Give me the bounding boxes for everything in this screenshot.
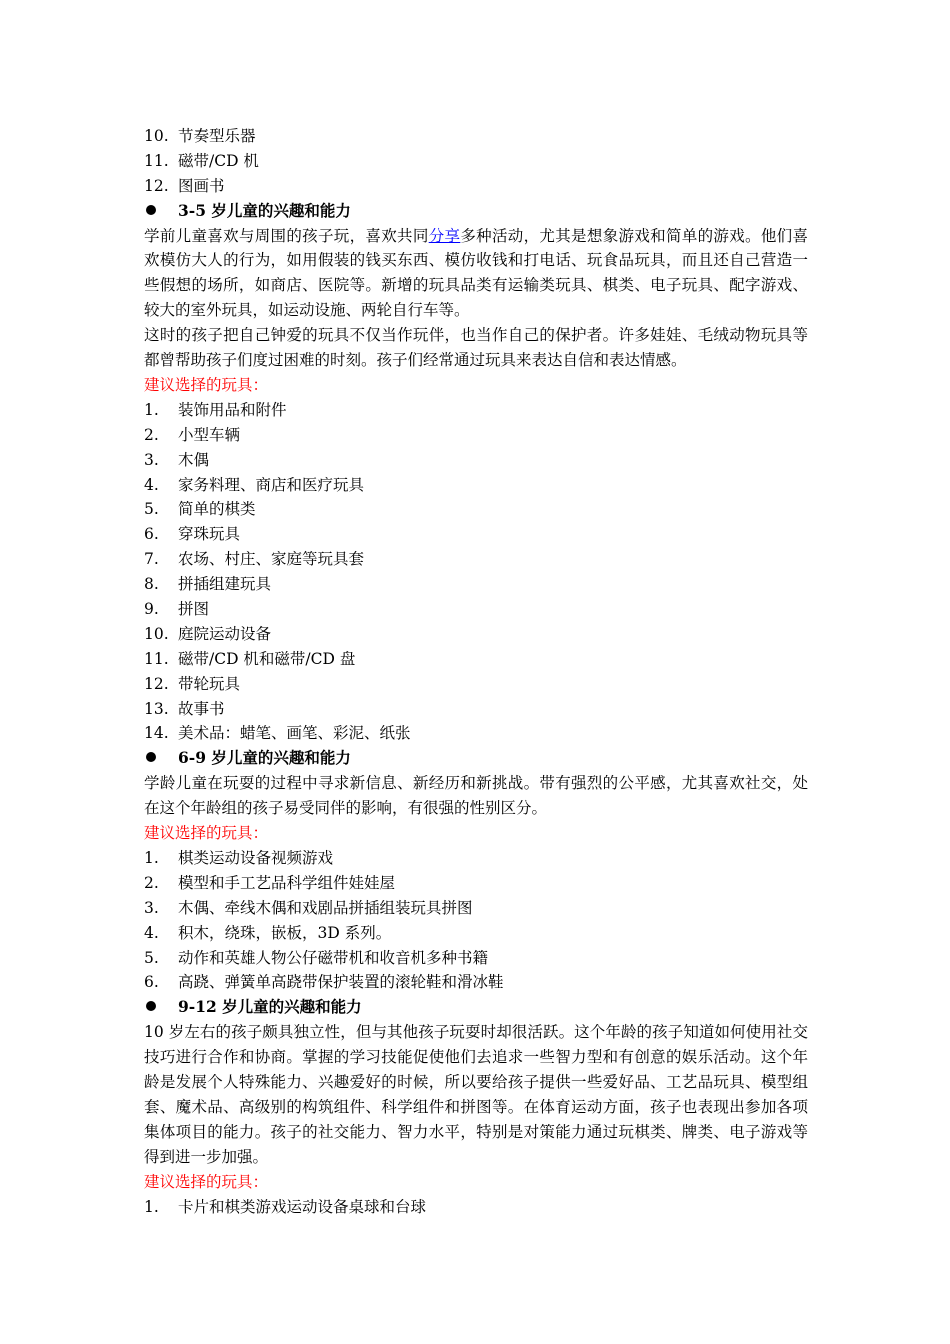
- list-item: 4. 家务料理、商店和医疗玩具: [144, 475, 365, 494]
- list-item: 3. 木偶、牵线木偶和戏剧品拼插组装玩具拼图: [144, 898, 473, 917]
- suggest-label: 建议选择的玩具：: [144, 1172, 269, 1191]
- list-item: 6. 高跷、弹簧单高跷带保护装置的滚轮鞋和滑冰鞋: [144, 973, 504, 992]
- list-item: 10. 庭院运动设备: [144, 624, 272, 643]
- section-heading-3-5: 3-5 岁儿童的兴趣和能力: [144, 199, 808, 224]
- list-item: 3. 木偶: [144, 450, 210, 469]
- bullet-icon: [146, 752, 156, 762]
- list-item: 9. 拼图: [144, 600, 210, 619]
- bullet-icon: [146, 1001, 156, 1011]
- paragraph: 10 岁左右的孩子颇具独立性，但与其他孩子玩耍时却很活跃。这个年龄的孩子知道如何使用社交技巧进行合作和协商。掌握的学习技能促使他们去追求一些智力型和有创意的娱乐活动。这个年龄是发展个人特殊能力、兴趣爱好的时候，所以要给孩子提供一些爱好品、工艺品玩具、模型组套、魔术品、高级别的构筑组件、科学组件和拼图等。在体育运动方面，孩子也表现出参加各项集体项目的能力。孩子的社交能力、智力水平，特别是对策能力通过玩棋类、牌类、电子游戏等得到进一步加强。: [144, 1023, 808, 1166]
- suggest-label: 建议选择的玩具：: [144, 376, 269, 394]
- list-item: 5. 简单的棋类: [144, 500, 256, 519]
- list-item: 12. 带轮玩具: [144, 674, 241, 693]
- document-page: [144, 124, 808, 1219]
- list-item: 8. 拼插组建玩具: [144, 575, 272, 594]
- list-item: 10. 节奏型乐器: [144, 127, 256, 145]
- list-item: 13. 故事书: [144, 699, 225, 718]
- list-item: 4. 积木，绕珠，嵌板，3D 系列。: [144, 923, 392, 942]
- list-item: 1. 棋类运动设备视频游戏: [144, 848, 334, 867]
- suggest-label: 建议选择的玩具：: [144, 824, 269, 843]
- list-item: 2. 小型车辆: [144, 425, 241, 444]
- bullet-icon: [146, 205, 156, 215]
- paragraph: 这时的孩子把自己钟爱的玩具不仅当作玩伴，也当作自己的保护者。许多娃娃、毛绒动物玩具等都曾帮助孩子们度过困难的时刻。孩子们经常通过玩具来表达自信和表达情感。: [144, 326, 808, 370]
- paragraph: 学前儿童喜欢与周围的孩子玩，喜欢共同分享多种活动，尤其是想象游戏和简单的游戏。他们喜欢模仿大人的行为，如用假装的钱买东西、模仿收钱和打电话、玩食品玩具，而且还自己营造一些假想的场所，如商店、医院等。新增的玩具品类有运输类玩具、棋类、电子玩具、配字游戏、较大的室外玩具，如运动设施、两轮自行车等。: [144, 226, 808, 320]
- section-heading-9-12: 9-12 岁儿童的兴趣和能力: [144, 995, 808, 1020]
- list-item: 14. 美术品：蜡笔、画笔、彩泥、纸张: [144, 724, 411, 743]
- list-item: 1. 装饰用品和附件: [144, 400, 287, 419]
- share-link[interactable]: 分享: [428, 226, 461, 245]
- list-item: 6. 穿珠玩具: [144, 525, 241, 544]
- list-item: 1. 卡片和棋类游戏运动设备桌球和台球: [144, 1197, 427, 1216]
- paragraph: 学龄儿童在玩耍的过程中寻求新信息、新经历和新挑战。带有强烈的公平感，尤其喜欢社交，处在这个年龄组的孩子易受同伴的影响，有很强的性别区分。: [144, 774, 808, 818]
- list-item: 12. 图画书: [144, 176, 225, 195]
- list-item: 5. 动作和英雄人物公仔磁带机和收音机多种书籍: [144, 948, 489, 967]
- list-item: 2. 模型和手工艺品科学组件娃娃屋: [144, 873, 396, 892]
- list-item: 11. 磁带/CD 机和磁带/CD 盘: [144, 649, 356, 668]
- list-item: 11. 磁带/CD 机: [144, 151, 259, 170]
- list-item: 7. 农场、村庄、家庭等玩具套: [144, 550, 365, 569]
- section-heading-6-9: 6-9 岁儿童的兴趣和能力: [144, 746, 808, 771]
